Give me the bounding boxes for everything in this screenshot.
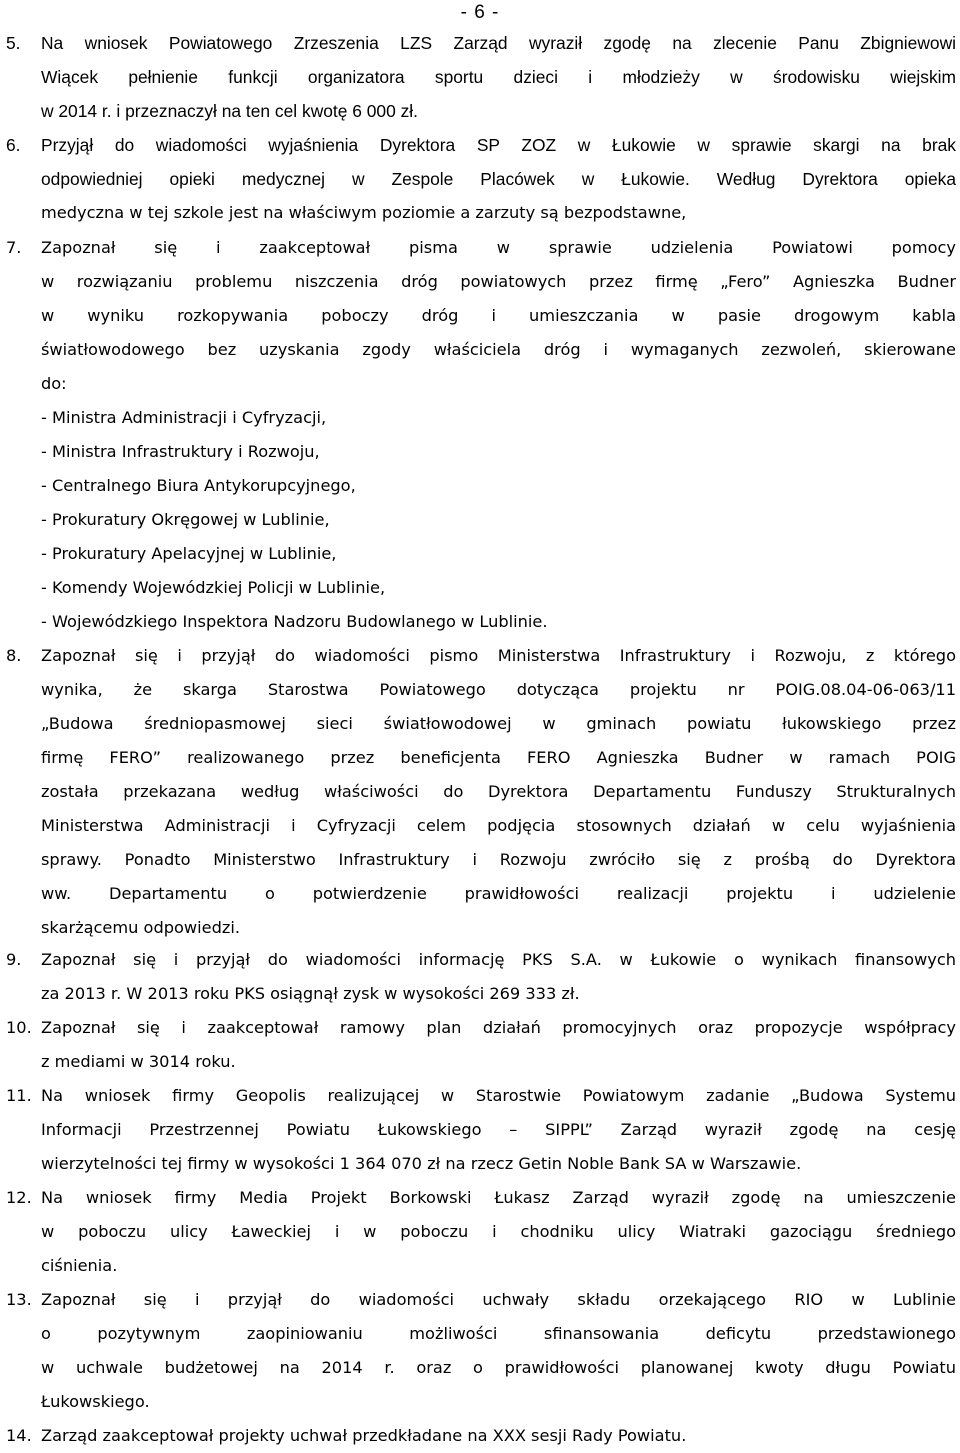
item-text xyxy=(41,128,956,230)
item-number: 7. xyxy=(6,238,22,257)
text-line: z mediami w 3014 roku. xyxy=(41,1052,236,1071)
text-line: skarżącemu odpowiedzi. xyxy=(41,918,241,937)
text-line: - Ministra Administracji i Cyfryzacji, xyxy=(41,408,327,427)
item-text xyxy=(41,1079,956,1181)
text-line: Na wniosek Powiatowego Zrzeszenia LZS Zarząd wyraził zgodę na zlecenie Panu Zbigniewowi xyxy=(41,33,956,53)
text-line: - Prokuratury Apelacyjnej w Lublinie, xyxy=(41,544,337,563)
item-number: 8. xyxy=(6,646,22,665)
text-line: Zapoznał się i przyjął do wiadomości informację PKS S.A. w Łukowie o wynikach finansowych xyxy=(41,950,956,969)
text-line: Wiącek pełnienie funkcji organizatora sportu dzieci i młodzieży w środowisku wiejskim xyxy=(41,67,956,87)
item-number: 12. xyxy=(6,1188,32,1207)
page-number: - 6 - xyxy=(460,2,500,23)
item-text xyxy=(41,639,956,945)
text-line: w poboczu ulicy Ławeckiej i w poboczu i chodniku ulicy Wiatraki gazociągu średniego xyxy=(41,1222,956,1241)
text-line: - Komendy Wojewódzkiej Policji w Lublinie, xyxy=(41,578,386,597)
text-line: - Centralnego Biura Antykorupcyjnego, xyxy=(41,476,356,495)
item-number: 5. xyxy=(6,33,21,53)
text-line: Zapoznał się i przyjął do wiadomości uchwały składu orzekającego RIO w Lublinie xyxy=(41,1290,956,1309)
list-item xyxy=(6,639,956,945)
text-line: Ministerstwa Administracji i Cyfryzacji celem podjęcia stosownych działań w celu wyjaśnienia xyxy=(41,816,956,835)
item-text xyxy=(41,231,956,639)
item-text xyxy=(41,943,956,1011)
item-number: 14. xyxy=(6,1426,32,1445)
text-line: Zapoznał się i zaakceptował ramowy plan działań promocyjnych oraz propozycje współpracy xyxy=(41,1018,956,1037)
item-text xyxy=(41,1011,956,1079)
text-line: Zapoznał się i zaakceptował pisma w sprawie udzielenia Powiatowi pomocy xyxy=(41,238,956,257)
text-line: medyczna w tej szkole jest na właściwym poziomie a zarzuty są bezpodstawne, xyxy=(41,203,687,222)
text-line: firmę FERO” realizowanego przez beneficjenta FERO Agnieszka Budner w ramach POIG xyxy=(41,748,956,767)
item-number: 6. xyxy=(6,135,21,155)
text-line: wierzytelności tej firmy w wysokości 1 364 070 zł na rzecz Getin Noble Bank SA w Warszawie. xyxy=(41,1154,802,1173)
list-item xyxy=(6,1079,956,1181)
list-item xyxy=(6,943,956,1011)
text-line: w 2014 r. i przeznaczył na ten cel kwotę 6 000 zł. xyxy=(41,101,418,121)
item-text xyxy=(41,1283,956,1419)
text-line: „Budowa średniopasmowej sieci światłowodowej w gminach powiatu łukowskiego przez xyxy=(41,714,956,733)
list-item xyxy=(6,128,956,230)
item-text xyxy=(41,1181,956,1283)
text-line: o pozytywnym zaopiniowaniu możliwości sfinansowania deficytu przedstawionego xyxy=(41,1324,956,1343)
text-line: Łukowskiego. xyxy=(41,1392,150,1411)
item-number: 10. xyxy=(6,1018,32,1037)
text-line: została przekazana według właściwości do Dyrektora Departamentu Funduszy Strukturalnych xyxy=(41,782,956,801)
text-line: w wyniku rozkopywania poboczy dróg i umieszczania w pasie drogowym kabla xyxy=(41,306,956,325)
text-line: ciśnienia. xyxy=(41,1256,118,1275)
text-line: za 2013 r. W 2013 roku PKS osiągnął zysk w wysokości 269 333 zł. xyxy=(41,984,580,1003)
text-line: - Ministra Infrastruktury i Rozwoju, xyxy=(41,442,320,461)
text-line: do: xyxy=(41,374,67,393)
list-item xyxy=(6,1011,956,1079)
text-line: - Prokuratury Okręgowej w Lublinie, xyxy=(41,510,330,529)
text-line: w rozwiązaniu problemu niszczenia dróg powiatowych przez firmę „Fero” Agnieszka Budner xyxy=(41,272,956,291)
list-item xyxy=(6,1181,956,1283)
text-line: Informacji Przestrzennej Powiatu Łukowskiego – SIPPL” Zarząd wyraził zgodę na cesję xyxy=(41,1120,956,1139)
list-item xyxy=(6,1283,956,1419)
list-item xyxy=(6,26,956,128)
text-line: Przyjął do wiadomości wyjaśnienia Dyrektora SP ZOZ w Łukowie w sprawie skargi na brak xyxy=(41,135,956,155)
text-line: odpowiedniej opieki medycznej w Zespole Placówek w Łukowie. Według Dyrektora opieka xyxy=(41,169,956,189)
item-text xyxy=(41,26,956,128)
text-line: Zarząd zaakceptował projekty uchwał przedkładane na XXX sesji Rady Powiatu. xyxy=(41,1426,687,1445)
text-line: wynika, że skarga Starostwa Powiatowego dotycząca projektu nr POIG.08.04-06-063/11 xyxy=(41,680,956,699)
text-line: w uchwale budżetowej na 2014 r. oraz o prawidłowości planowanej kwoty długu Powiatu xyxy=(41,1358,956,1377)
text-line: ww. Departamentu o potwierdzenie prawidłowości realizacji projektu i udzielenie xyxy=(41,884,956,903)
text-line: - Wojewódzkiego Inspektora Nadzoru Budowlanego w Lublinie. xyxy=(41,612,548,631)
text-line: sprawy. Ponadto Ministerstwo Infrastruktury i Rozwoju zwróciło się z prośbą do Dyrektora xyxy=(41,850,956,869)
text-line: Na wniosek firmy Geopolis realizującej w Starostwie Powiatowym zadanie „Budowa Systemu xyxy=(41,1086,956,1105)
text-line: Na wniosek firmy Media Projekt Borkowski Łukasz Zarząd wyraził zgodę na umieszczenie xyxy=(41,1188,956,1207)
text-line: Zapoznał się i przyjął do wiadomości pismo Ministerstwa Infrastruktury i Rozwoju, z którego xyxy=(41,646,956,665)
item-number: 11. xyxy=(6,1086,32,1105)
item-number: 13. xyxy=(6,1290,32,1309)
list-item xyxy=(6,231,956,639)
text-line: światłowodowego bez uzyskania zgody właściciela dróg i wymaganych zezwoleń, skierowane xyxy=(41,340,956,359)
item-number: 9. xyxy=(6,950,22,969)
